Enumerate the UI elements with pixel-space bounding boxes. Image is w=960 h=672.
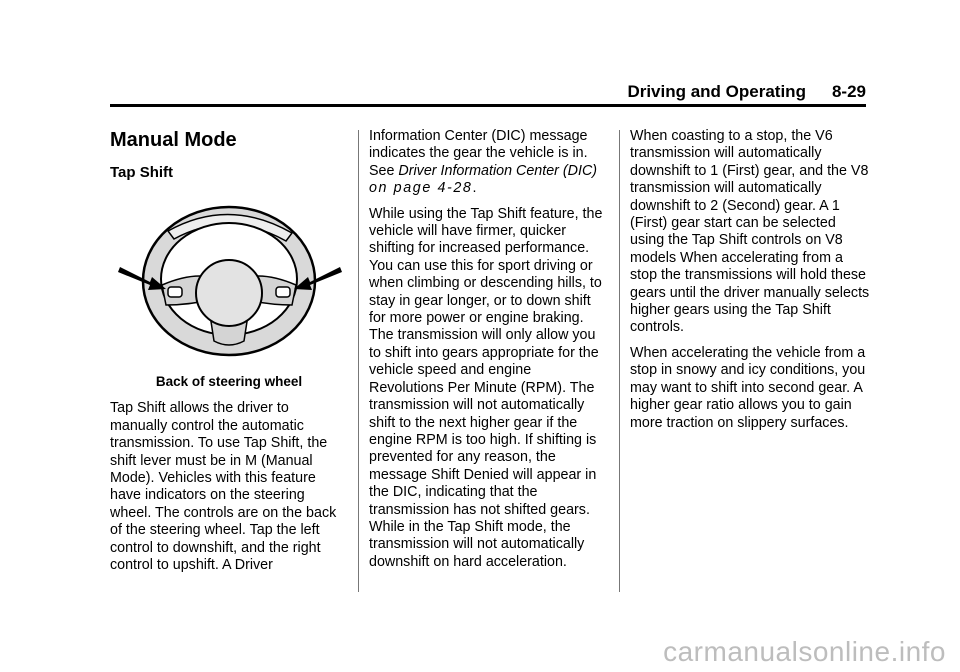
cross-reference-page[interactable]: on page 4-28 [369, 180, 473, 197]
figure-caption: Back of steering wheel [155, 374, 303, 389]
watermark: carmanualsonline.info [663, 636, 946, 667]
paragraph: While using the Tap Shift feature, the vehicle will have firmer, quicker shifting for increased performance. You can use this for sport driving or when climbing or descending hills, to stay in gear longer, or to down shift for more power or engine braking. The transmission will only allow you to shift into gears appropriate for the vehicle speed and engine Revolutions Per Minute (RPM). The transmission will not automatically shift to the next higher gear if the engine RPM is too high. If shifting is prevented for any reason, the message Shift Denied will appear in the DIC, indicating that the transmission has not shifted gears. While in the Tap Shift mode, the transmission will not automatically downshift on hard acceleration. [369, 205, 603, 570]
column-divider [358, 130, 359, 592]
column-2 [369, 128, 609, 579]
section-heading: Manual Mode [110, 129, 237, 151]
section-title: Driving and Operating [627, 82, 806, 101]
column-divider [619, 130, 620, 592]
paragraph: When coasting to a stop, the V6 transmission will automatically downshift to 1 (First) gear, and the V8 transmission will automatically downshift to 2 (Second) gear. A 1 (First) gear start can be selected using the Tap Shift controls on V8 models When accelerating from a stop the transmissions will hold these gears until the driver manually selects higher gears using the Tap Shift controls. [630, 128, 870, 336]
wheel-hub [196, 260, 262, 326]
steering-wheel-figure [110, 193, 348, 369]
steering-wheel-illustration [110, 193, 348, 369]
subsection-heading: Tap Shift [110, 164, 174, 181]
left-tap-shift-control [168, 287, 182, 297]
paragraph: Tap Shift allows the driver to manually control the automatic transmission. To use Tap Shift, the shift lever must be in M (Manual Mode). Vehicles with this feature have indicators on the steering wheel. The controls are on the back of the steering wheel. Tap the left control to downshift, and the right control to upshift. A Driver [110, 400, 337, 574]
paragraph-end: . [472, 180, 477, 197]
column-1 [110, 128, 348, 582]
paragraph: When accelerating the vehicle from a stop in snowy and icy conditions, you may want to shift into second gear. A higher gear ratio allows you to gain more traction on slippery surfaces. [630, 344, 866, 431]
running-header [110, 80, 866, 104]
right-tap-shift-control [276, 287, 290, 297]
page-number: 8-29 [831, 82, 866, 101]
column-3 [630, 128, 870, 440]
paragraph [369, 128, 609, 198]
cross-reference-link[interactable]: Driver Information Center (DIC) [398, 162, 598, 179]
paragraph-text: Information Center (DIC) message indicates the gear the vehicle is in. See [369, 128, 588, 179]
header-rule [110, 104, 866, 107]
